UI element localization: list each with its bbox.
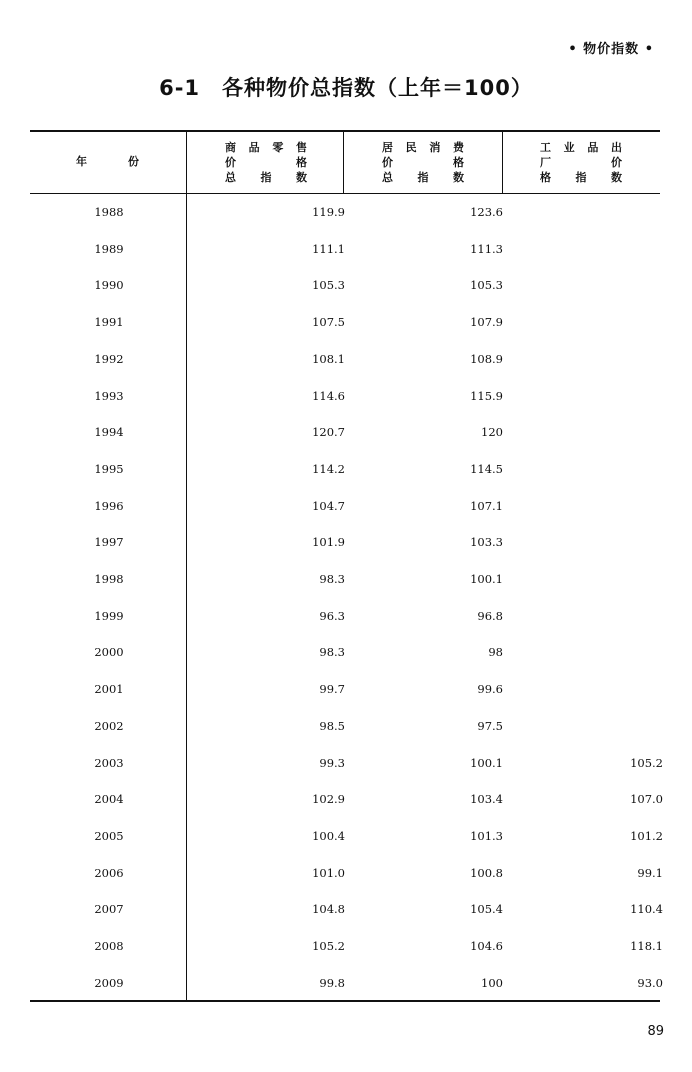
retail-index-cell: 101.0 <box>312 865 345 880</box>
year-cell: 1991 <box>94 315 124 330</box>
consumer-index-cell: 108.9 <box>470 351 503 366</box>
header-line: 商品零售 <box>225 141 307 154</box>
consumer-index-cell: 105.4 <box>470 902 503 917</box>
table-row <box>30 202 660 222</box>
table-row <box>30 826 663 846</box>
header-line: 价格 <box>225 156 307 169</box>
table-row <box>30 349 660 369</box>
year-cell: 2004 <box>94 792 124 807</box>
producer-index-cell: 93.0 <box>637 975 663 990</box>
header-line: 总指数 <box>382 171 464 184</box>
retail-index-cell: 98.3 <box>319 572 345 586</box>
table-top-rule <box>30 130 660 132</box>
header-line: 厂价 <box>540 156 622 169</box>
year-cell: 2007 <box>94 902 124 917</box>
retail-index-cell: 111.1 <box>312 241 345 256</box>
year-cell: 1998 <box>94 572 124 586</box>
table-row <box>30 275 660 295</box>
consumer-index-cell: 103.3 <box>470 535 503 550</box>
consumer-index-cell: 115.9 <box>470 388 503 403</box>
retail-index-cell: 100.4 <box>312 828 345 843</box>
year-cell: 2008 <box>94 939 124 953</box>
year-cell: 1996 <box>94 498 124 513</box>
page-number: 89 <box>647 1024 664 1039</box>
header-year-line: 年 <box>76 155 87 168</box>
consumer-index-cell: 120 <box>481 425 503 440</box>
column-divider-consumer <box>502 130 503 193</box>
consumer-index-cell: 97.5 <box>477 718 503 733</box>
year-cell: 2003 <box>94 755 124 770</box>
table-bottom-rule <box>30 1000 660 1002</box>
retail-index-cell: 108.1 <box>312 351 345 366</box>
consumer-index-cell: 98 <box>488 645 503 660</box>
table-row <box>30 789 663 809</box>
consumer-index-cell: 105.3 <box>470 278 503 293</box>
table-row <box>30 716 660 736</box>
consumer-index-cell: 100.8 <box>470 865 503 880</box>
table-row <box>30 532 660 552</box>
table-row <box>30 973 663 993</box>
price-index-table <box>30 130 663 1002</box>
producer-index-cell: 101.2 <box>630 828 663 843</box>
consumer-index-cell: 103.4 <box>470 792 503 807</box>
consumer-index-cell: 107.1 <box>470 498 503 513</box>
producer-index-cell: 107.0 <box>630 792 663 807</box>
page-title <box>0 72 692 102</box>
consumer-index-cell: 100 <box>481 975 503 990</box>
consumer-index-cell: 99.6 <box>477 682 503 697</box>
producer-index-cell: 110.4 <box>630 902 663 917</box>
retail-index-cell: 119.9 <box>312 205 345 219</box>
retail-index-cell: 107.5 <box>312 315 345 330</box>
consumer-index-cell: 123.6 <box>470 205 503 219</box>
year-cell: 1988 <box>94 205 124 219</box>
consumer-index-cell: 111.3 <box>470 241 503 256</box>
header-line: 居民消费 <box>382 141 464 154</box>
retail-index-cell: 114.2 <box>312 461 345 476</box>
retail-index-cell: 120.7 <box>312 425 345 440</box>
table-row <box>30 863 663 883</box>
table-row <box>30 386 660 406</box>
producer-index-cell: 105.2 <box>630 755 663 770</box>
header-producer-price-index <box>540 140 622 185</box>
header-line: 价格 <box>382 156 464 169</box>
producer-index-cell: 99.1 <box>637 865 663 880</box>
header-line: 总指数 <box>225 171 307 184</box>
retail-index-cell: 101.9 <box>312 535 345 550</box>
year-cell: 1993 <box>94 388 124 403</box>
retail-index-cell: 99.3 <box>319 755 345 770</box>
year-cell: 1997 <box>94 535 124 550</box>
header-line: 工业品出 <box>540 141 622 154</box>
retail-index-cell: 98.3 <box>319 645 345 660</box>
header-line: 格指数 <box>540 171 622 184</box>
retail-index-cell: 99.7 <box>319 682 345 697</box>
table-title-text: 各种物价总指数（上年＝100） <box>222 76 533 100</box>
table-row <box>30 753 663 773</box>
retail-index-cell: 99.8 <box>319 975 345 990</box>
retail-index-cell: 104.8 <box>312 902 345 917</box>
year-cell: 2000 <box>94 645 124 660</box>
retail-index-cell: 114.6 <box>312 388 345 403</box>
table-header-rule <box>30 193 660 194</box>
table-row <box>30 496 660 516</box>
table-row <box>30 679 660 699</box>
table-number: 6-1 <box>159 76 201 100</box>
header-retail-price-index <box>225 140 307 185</box>
consumer-index-cell: 100.1 <box>470 755 503 770</box>
retail-index-cell: 105.3 <box>312 278 345 293</box>
retail-index-cell: 96.3 <box>319 608 345 623</box>
table-row <box>30 936 663 956</box>
year-cell: 1995 <box>94 461 124 476</box>
table-row <box>30 569 660 589</box>
retail-index-cell: 98.5 <box>319 718 345 733</box>
year-cell: 2006 <box>94 865 124 880</box>
table-row <box>30 422 660 442</box>
table-row <box>30 642 660 662</box>
producer-index-cell: 118.1 <box>630 939 663 953</box>
consumer-index-cell: 101.3 <box>470 828 503 843</box>
table-row <box>30 459 660 479</box>
consumer-index-cell: 107.9 <box>470 315 503 330</box>
header-year-line: 份 <box>128 155 139 168</box>
year-cell: 2005 <box>94 828 124 843</box>
consumer-index-cell: 96.8 <box>477 608 503 623</box>
retail-index-cell: 104.7 <box>312 498 345 513</box>
table-row <box>30 239 660 259</box>
retail-index-cell: 105.2 <box>312 939 345 953</box>
retail-index-cell: 102.9 <box>312 792 345 807</box>
year-cell: 2002 <box>94 718 124 733</box>
table-row <box>30 899 663 919</box>
consumer-index-cell: 100.1 <box>470 572 503 586</box>
year-cell: 1989 <box>94 241 124 256</box>
column-divider-retail <box>343 130 344 193</box>
consumer-index-cell: 104.6 <box>470 939 503 953</box>
year-cell: 1994 <box>94 425 124 440</box>
year-cell: 1990 <box>94 278 124 293</box>
year-cell: 1992 <box>94 351 124 366</box>
table-row <box>30 312 660 332</box>
year-cell: 2009 <box>94 975 124 990</box>
table-row <box>30 606 660 626</box>
header-consumer-price-index <box>382 140 464 185</box>
consumer-index-cell: 114.5 <box>470 461 503 476</box>
year-cell: 2001 <box>94 682 124 697</box>
year-cell: 1999 <box>94 608 124 623</box>
section-header: • 物价指数 • <box>568 42 654 57</box>
